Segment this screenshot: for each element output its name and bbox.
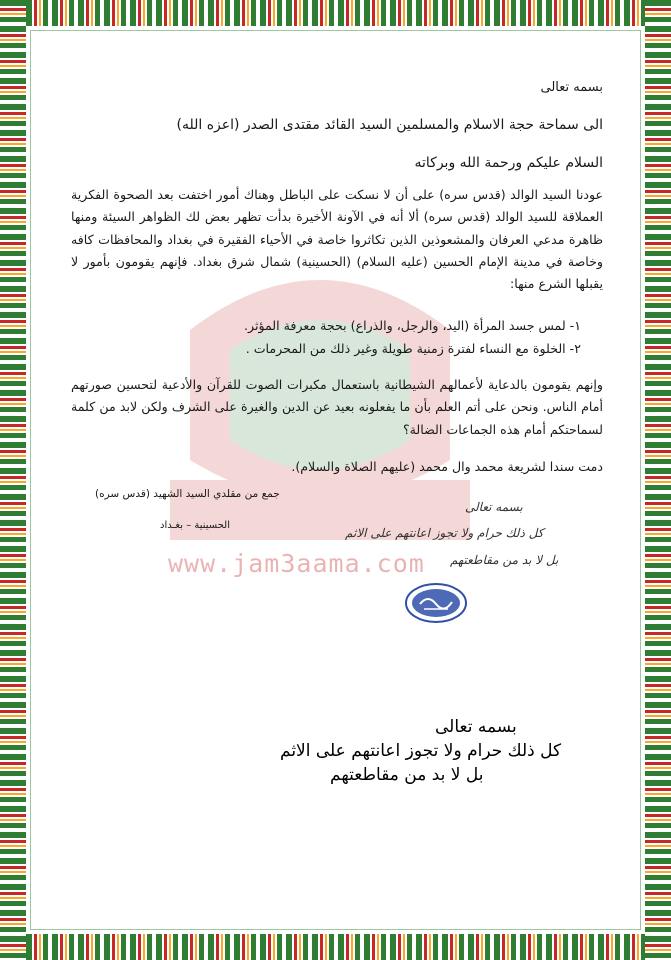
typed-note-line-3: بل لا بد من مقاطعتهم [330,765,484,785]
handwritten-line-2: كل ذلك حرام ولا تجوز اعانتهم على الاثم [345,526,544,540]
typed-note-line-1: بسمه تعالى [435,717,517,737]
decorative-border-top [0,0,671,26]
letter-list-item-1: ١- لمس جسد المرأة (اليد، والرجل، والذراع) بحجة معرفة المؤثر. [244,318,581,333]
decorative-border-right [645,0,671,960]
handwritten-line-1: بسمه تعالى [465,500,523,514]
letter-paragraph-2: وإنهم يقومون بالدعاية لأعمالهم الشيطانية باستعمال مكبرات الصوت للقرآن والأدعية لتحسين صورتهم أمام الناس. ونحن على أتم العلم بأن ما يفعلونه بعيد عن الدين والغيرة على الشرف ولكن لابد من كلمة لسماحتكم أمام هذه الجماعات الضالة؟ [71,377,603,437]
letter-basmala: بسمه تعالى [540,80,603,95]
letter-greeting: السلام عليكم ورحمة الله وبركاته [414,155,603,171]
decorative-border-left [0,0,26,960]
handwritten-line-3: بل لا بد من مقاطعتهم [450,553,559,567]
letter-closing: دمت سندا لشريعة محمد وال محمد (عليهم الصلاة والسلام). [291,459,603,474]
letter-addressee: الى سماحة حجة الاسلام والمسلمين السيد القائد مقتدى الصدر (اعزه الله) [176,117,603,133]
letter-list-item-2: ٢- الخلوة مع النساء لفترة زمنية طويلة وغير ذلك من المحرمات . [245,341,581,356]
seal-stamp-icon [404,582,468,624]
letter-paragraph-1: عودنا السيد الوالد (قدس سره) على أن لا نسكت على الباطل وهناك أمور اختفت بعد الصحوة الفكرية العملاقة للسيد الوالد (قدس سره) ألا أنه في الآونة الأخيرة بدأت تظهر بعض لك الظواهر السيئة ومنها ظاهرة مدعي العرفان والمشعوذين الذين تكاثروا خاصة في الأحياء الفقيرة في بغداد والمحافظات كافه وخاصة في مدينة الإمام الحسين (عليه السلام) (الحسينية) شمال شرق بغداد. فإنهم يقومون بأمور لا يقبلها الشرع منها: [71,187,603,292]
typed-note-line-2: كل ذلك حرام ولا تجوز اعانتهم على الاثم [280,741,562,761]
letter-signature-from: جمع من مقلدي السيد الشهيد (قدس سره) [95,488,280,500]
watermark-url: www.jam3aama.com [168,549,425,578]
decorative-border-bottom [0,934,671,960]
letter-signature-place: الحسينية – بغـداد [160,520,230,531]
